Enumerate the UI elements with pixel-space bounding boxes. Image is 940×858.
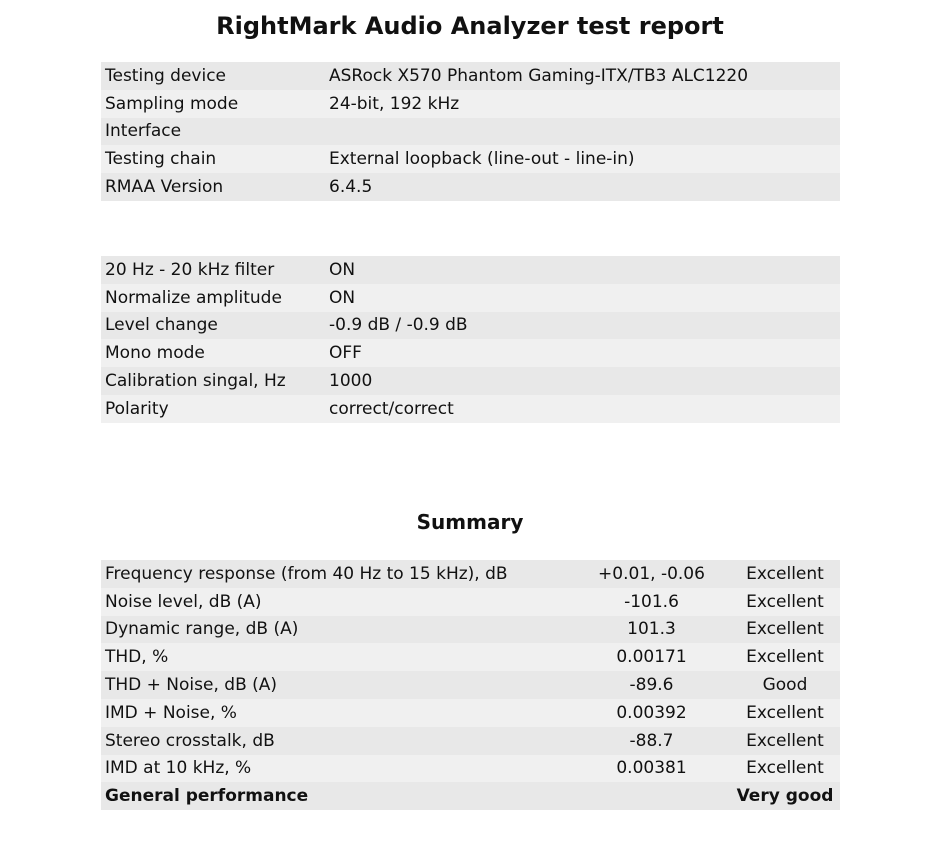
summary-value: -88.7 (573, 727, 730, 755)
summary-label: Stereo crosstalk, dB (101, 727, 573, 755)
table-row (101, 312, 840, 340)
summary-label: THD + Noise, dB (A) (101, 671, 573, 699)
general-performance-value (573, 782, 730, 810)
summary-rating: Excellent (730, 727, 840, 755)
setting-value: -0.9 dB / -0.9 dB (325, 312, 840, 340)
general-performance-row (101, 782, 840, 810)
table-row (101, 560, 840, 588)
summary-label: THD, % (101, 643, 573, 671)
info-value: 6.4.5 (325, 173, 840, 201)
summary-label: IMD + Noise, % (101, 699, 573, 727)
table-row (101, 145, 840, 173)
summary-heading: Summary (416, 510, 524, 534)
general-performance-label: General performance (101, 782, 573, 810)
summary-value: 101.3 (573, 616, 730, 644)
report-title: RightMark Audio Analyzer test report (216, 12, 724, 40)
table-row (101, 173, 840, 201)
setting-label: Normalize amplitude (101, 284, 325, 312)
table-row (101, 395, 840, 423)
device-info-table (101, 62, 840, 201)
setting-value: ON (325, 284, 840, 312)
info-label: Testing device (101, 62, 325, 90)
info-label: Interface (101, 118, 325, 146)
summary-rating: Excellent (730, 560, 840, 588)
setting-value: correct/correct (325, 395, 840, 423)
setting-label: Polarity (101, 395, 325, 423)
summary-rating: Excellent (730, 755, 840, 783)
table-row (101, 588, 840, 616)
table-row (101, 727, 840, 755)
table-row (101, 90, 840, 118)
setting-label: Level change (101, 312, 325, 340)
setting-label: Mono mode (101, 339, 325, 367)
table-row (101, 367, 840, 395)
summary-value: 0.00392 (573, 699, 730, 727)
setting-value: 1000 (325, 367, 840, 395)
summary-value: 0.00381 (573, 755, 730, 783)
table-row (101, 118, 840, 146)
info-value: External loopback (line-out - line-in) (325, 145, 840, 173)
table-row (101, 284, 840, 312)
info-label: Testing chain (101, 145, 325, 173)
summary-value: -89.6 (573, 671, 730, 699)
table-row (101, 699, 840, 727)
summary-label: Noise level, dB (A) (101, 588, 573, 616)
setting-value: ON (325, 256, 840, 284)
summary-rating: Excellent (730, 588, 840, 616)
summary-rating: Excellent (730, 616, 840, 644)
summary-label: Frequency response (from 40 Hz to 15 kHz), dB (101, 560, 573, 588)
summary-rating: Excellent (730, 643, 840, 671)
settings-table (101, 256, 840, 423)
table-row (101, 62, 840, 90)
table-row (101, 643, 840, 671)
summary-label: Dynamic range, dB (A) (101, 616, 573, 644)
summary-value: 0.00171 (573, 643, 730, 671)
info-label: RMAA Version (101, 173, 325, 201)
summary-label: IMD at 10 kHz, % (101, 755, 573, 783)
summary-value: -101.6 (573, 588, 730, 616)
info-value: ASRock X570 Phantom Gaming-ITX/TB3 ALC1220 (325, 62, 840, 90)
summary-rating: Good (730, 671, 840, 699)
setting-label: 20 Hz - 20 kHz filter (101, 256, 325, 284)
info-value: 24-bit, 192 kHz (325, 90, 840, 118)
summary-table (101, 560, 840, 810)
table-row (101, 256, 840, 284)
general-performance-rating: Very good (730, 782, 840, 810)
info-label: Sampling mode (101, 90, 325, 118)
setting-value: OFF (325, 339, 840, 367)
table-row (101, 755, 840, 783)
info-value (325, 118, 840, 146)
setting-label: Calibration singal, Hz (101, 367, 325, 395)
table-row (101, 339, 840, 367)
table-row (101, 671, 840, 699)
table-row (101, 616, 840, 644)
summary-rating: Excellent (730, 699, 840, 727)
summary-value: +0.01, -0.06 (573, 560, 730, 588)
